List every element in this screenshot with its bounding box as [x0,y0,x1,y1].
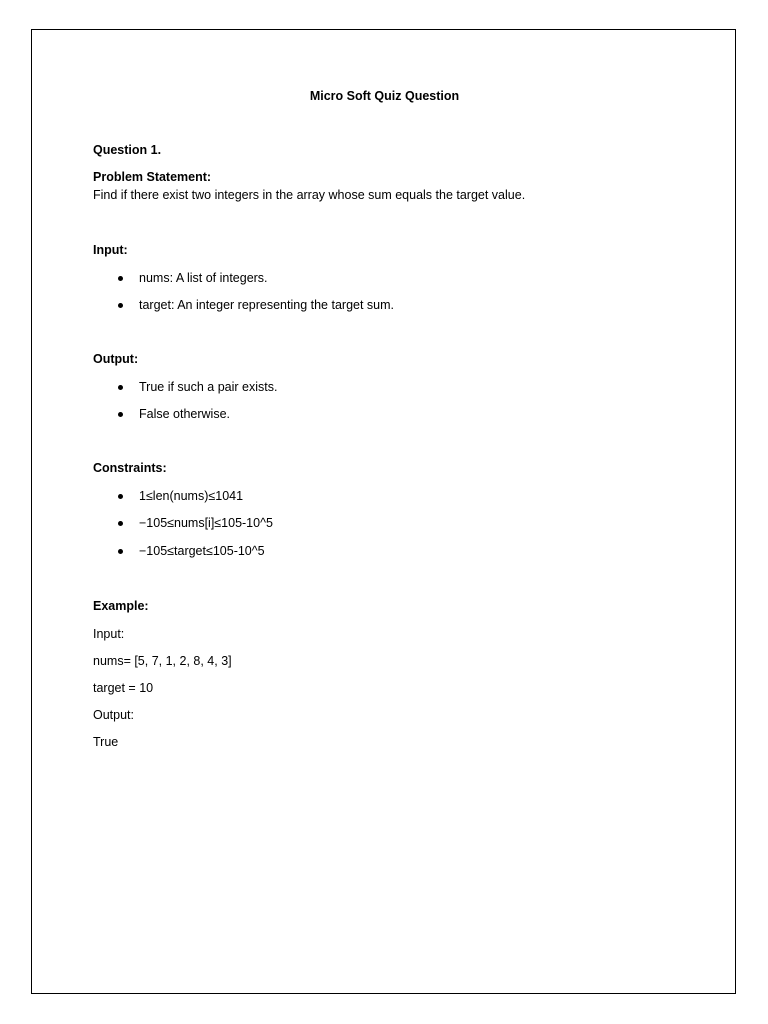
output-item-true: True if such a pair exists. [139,380,278,394]
question-heading: Question 1. [93,143,162,157]
example-line: Output: [93,708,134,722]
input-item-nums: nums: A list of integers. [139,271,268,285]
input-item-target: target: An integer representing the target sum. [139,298,395,312]
bullet-icon [118,494,123,499]
constraints-heading: Constraints: [93,461,167,475]
example-line: nums= [5, 7, 1, 2, 8, 4, 3] [93,654,232,668]
bullet-icon [118,521,123,526]
problem-statement-heading: Problem Statement: [93,170,212,184]
document-page [31,29,736,994]
bullet-icon [118,549,123,554]
example-line: target = 10 [93,681,154,695]
example-heading: Example: [93,599,149,613]
example-line: Input: [93,627,125,641]
bullet-icon [118,276,123,281]
bullet-icon [118,385,123,390]
bullet-icon [118,303,123,308]
output-item-false: False otherwise. [139,407,231,421]
constraint-item-nums: −105≤nums[i]≤105-10^5 [139,516,273,530]
problem-statement-text: Find if there exist two integers in the array whose sum equals the target value. [93,188,526,202]
constraint-item-length: 1≤len(nums)≤1041 [139,489,244,503]
constraint-item-target: −105≤target≤105-10^5 [139,544,265,558]
document-title: Micro Soft Quiz Question [309,89,460,103]
input-heading: Input: [93,243,128,257]
bullet-icon [118,412,123,417]
example-line: True [93,735,119,749]
output-heading: Output: [93,352,139,366]
